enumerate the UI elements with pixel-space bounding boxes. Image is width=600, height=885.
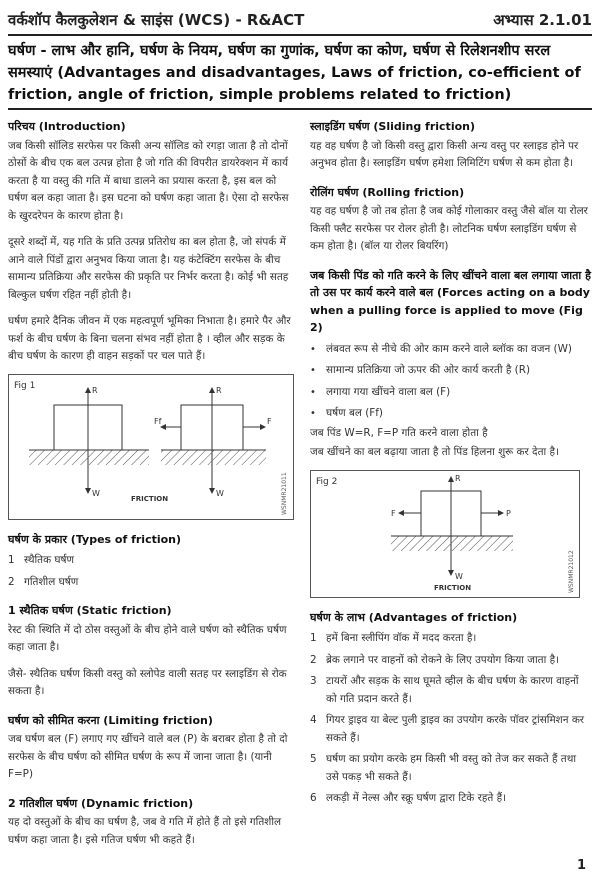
forces-paragraph-1: जब पिंड W=R, F=P गति करने वाला होता है — [310, 426, 488, 439]
list-item: 1 हमें बिना स्लीपिंग वॉक में मदद करता है। — [310, 632, 477, 644]
bullet-icon: • — [310, 386, 316, 398]
list-item: • घर्षण बल (Ff) — [310, 405, 592, 423]
fig1-f: F — [267, 416, 272, 426]
page-number: 1 — [576, 858, 586, 873]
fig1-ground-b — [161, 450, 266, 465]
forces-heading: जब किसी पिंड को गति करने के लिए खींचने वाला बल लगाया जाता है तो उस पर कार्य करने वाले बल (Forces acting on a body when a pulling force is applied to move (Fig 2) — [310, 268, 591, 334]
fig1-r-a: R — [92, 385, 98, 395]
intro-paragraph-3: घर्षण हमारे दैनिक जीवन में एक महत्वपूर्ण भूमिका निभाता है। हमारे पैर और फर्श के बीच घर्षण के बिना चलना संभव नहीं होता है । व्हील और सड़क के बीच घर्षण के कारण ही वाहन सड़कों पर चल पाते हैं। — [8, 315, 291, 362]
exercise-number: अभ्यास 2.1.01 — [493, 11, 592, 29]
sliding-paragraph: यह वह घर्षण है जो किसी वस्तु द्वारा किसी अन्य वस्तु पर स्लाइड होने पर अनुभव होता है। स्लाइडिंग घर्षण हमेशा लिमिटिंग घर्षण से कम होता है। — [310, 139, 579, 169]
intro-paragraph-2: दूसरे शब्दों में, यह गति के प्रति उत्पन्न प्रतिरोध का बल होता है, जो संपर्क में आने वाले पिंडों द्वारा अनुभव किया जाता है। यह कंटेक्टिंग सरफेस के बीच सामान्य प्रतिक्रिया और सरफेस की प्रकृति पर निर्भर करता है। कोई भी सतह बिल्कुल घर्षण रहित नहीं होती है। — [8, 236, 289, 301]
rolling-paragraph: यह वह घर्षण है जो तब होता है जब कोई गोलाकार वस्तु जैसे बॉल या रोलर किसी फ्लैट सरफेस पर रोलर होती है। लोटनिक घर्षण स्लाइडिंग घर्षण से कम होता है। (बॉल या रोलर बियरिंग) — [310, 205, 588, 252]
list-item: 3 टायरों और सड़क के साथ घूमते व्हील के बीच घर्षण के कारण वाहनों को गति प्रदान करते हैं। — [310, 675, 579, 705]
fig2-code: WSNMR21012 — [568, 549, 575, 593]
fig1-code: WSNMR21011 — [281, 471, 288, 515]
fig2-label: Fig 2 — [316, 476, 338, 487]
list-item: • लगाया गया खींचने वाला बल (F) — [310, 384, 592, 402]
list-item: 5 घर्षण का प्रयोग करके हम किसी भी वस्तु को तेज कर सकते हैं तथा उसे पकड़ भी सकते हैं। — [310, 753, 577, 783]
page-title: घर्षण - लाभ और हानि, घर्षण के नियम, घर्षण का गुणांक, घर्षण का कोण, घर्षण से रिलेशनशीप सरल समस्याएं (Advantages and disadvantages, Laws of friction, co-efficient of friction, angle of friction, simple problems related to friction) — [8, 43, 581, 103]
fig1-ff: Ff — [154, 416, 162, 426]
limiting-heading: घर्षण को सीमित करना (Limiting friction) — [8, 713, 213, 727]
list-item: 2 ब्रेक लगाने पर वाहनों को रोकने के लिए उपयोग किया जाता है। — [310, 653, 560, 666]
list-item: • लंबवत रूप से नीचे की ओर काम करने वाले ब्लॉक का वजन (W) — [310, 341, 592, 359]
fig2-p: P — [506, 508, 511, 518]
advantages-heading: घर्षण के लाभ (Advantages of friction) — [310, 610, 518, 624]
types-heading: घर्षण के प्रकार (Types of friction) — [8, 532, 182, 546]
dynamic-paragraph: यह दो वस्तुओं के बीच का घर्षण है, जब वे गति में होते हैं तो इसे गतिशील घर्षण कहा जाता है। इसे गतिज घर्षण भी कहते हैं। — [8, 816, 282, 846]
fig2-w: W — [455, 571, 463, 581]
static-heading: 1 स्थैतिक घर्षण (Static friction) — [8, 604, 172, 617]
bullet-icon: • — [310, 343, 316, 355]
fig1-r-b: R — [216, 385, 222, 395]
header-title: वर्कशॉप कैलकुलेशन & साइंस (WCS) - R&ACT — [8, 11, 305, 29]
fig2-caption: FRICTION — [434, 583, 472, 592]
intro-paragraph-1: जब किसी सॉलिड सरफेस पर किसी अन्य सॉलिड को रगड़ा जाता है तो दोनों ठोसों के बीच एक बल उत्पन्न होता है जो गति की विपरीत डायरेक्शन में कार्य करता है या वस्तु की गति में बाधा डालने का प्रयास करता है, इस बल को घर्षण बल कहा जाता है। इस घटना को घर्षण कहा जाता है। ऐसा दो सरफेस के खुरदरेपन के कारण होता है। — [8, 139, 289, 222]
limiting-paragraph: जब घर्षण बल (F) लगाए गए खींचने वाले बल (P) के बराबर होता है तो दो सरफेस के बीच घर्षण को सीमित घर्षण के रूप में जाना जाता है। (यानी F=P) — [8, 733, 288, 780]
fig2-ground — [391, 536, 513, 551]
static-paragraph-1: रेस्ट की स्थिति में दो ठोस वस्तुओं के बीच होने वाले घर्षण को स्थैतिक घर्षण कहा जाता है। — [8, 623, 287, 653]
title-divider — [8, 108, 592, 110]
dynamic-heading: 2 गतिशील घर्षण (Dynamic friction) — [8, 796, 194, 810]
intro-heading: परिचय (Introduction) — [8, 120, 126, 133]
list-item: 6 लकड़ी में नेल्स और स्क्रू घर्षण द्वारा टिके रहते हैं। — [310, 792, 507, 804]
sliding-heading: स्लाइडिंग घर्षण (Sliding friction) — [310, 120, 476, 133]
list-item: 1 स्थैतिक घर्षण — [8, 554, 75, 566]
bullet-icon: • — [310, 408, 316, 419]
list-item: 2 गतिशील घर्षण — [8, 575, 79, 588]
left-column — [8, 114, 294, 849]
fig1-ground-a — [29, 450, 149, 465]
forces-paragraph-2: जब खींचने का बल बढ़ाया जाता है तो पिंड हिलना शुरू कर देता है। — [310, 446, 559, 458]
fig2-r: R — [455, 473, 461, 483]
fig1-w-a: W — [92, 488, 100, 498]
page-header — [8, 8, 592, 36]
right-column — [310, 114, 592, 808]
fig1-caption: FRICTION — [131, 494, 169, 503]
figure-1 — [8, 374, 294, 520]
fig1-label: Fig 1 — [14, 380, 36, 391]
fig2-f: F — [391, 508, 396, 518]
list-item: 4 गियर ड्राइव या बेल्ट पुली ड्राइव का उपयोग करके पॉवर ट्रांसमिशन कर सकते हैं। — [310, 714, 585, 744]
figure-2 — [310, 470, 580, 598]
list-item: • सामान्य प्रतिक्रिया जो ऊपर की ओर कार्य करती है (R) — [310, 362, 592, 380]
rolling-heading: रोलिंग घर्षण (Rolling friction) — [310, 185, 465, 199]
static-paragraph-2: जैसे- स्थैतिक घर्षण किसी वस्तु को स्लोपेड वाली सतह पर स्लाइडिंग से रोक सकता है। — [8, 667, 287, 697]
fig1-w-b: W — [216, 488, 224, 498]
bullet-icon: • — [310, 365, 316, 376]
